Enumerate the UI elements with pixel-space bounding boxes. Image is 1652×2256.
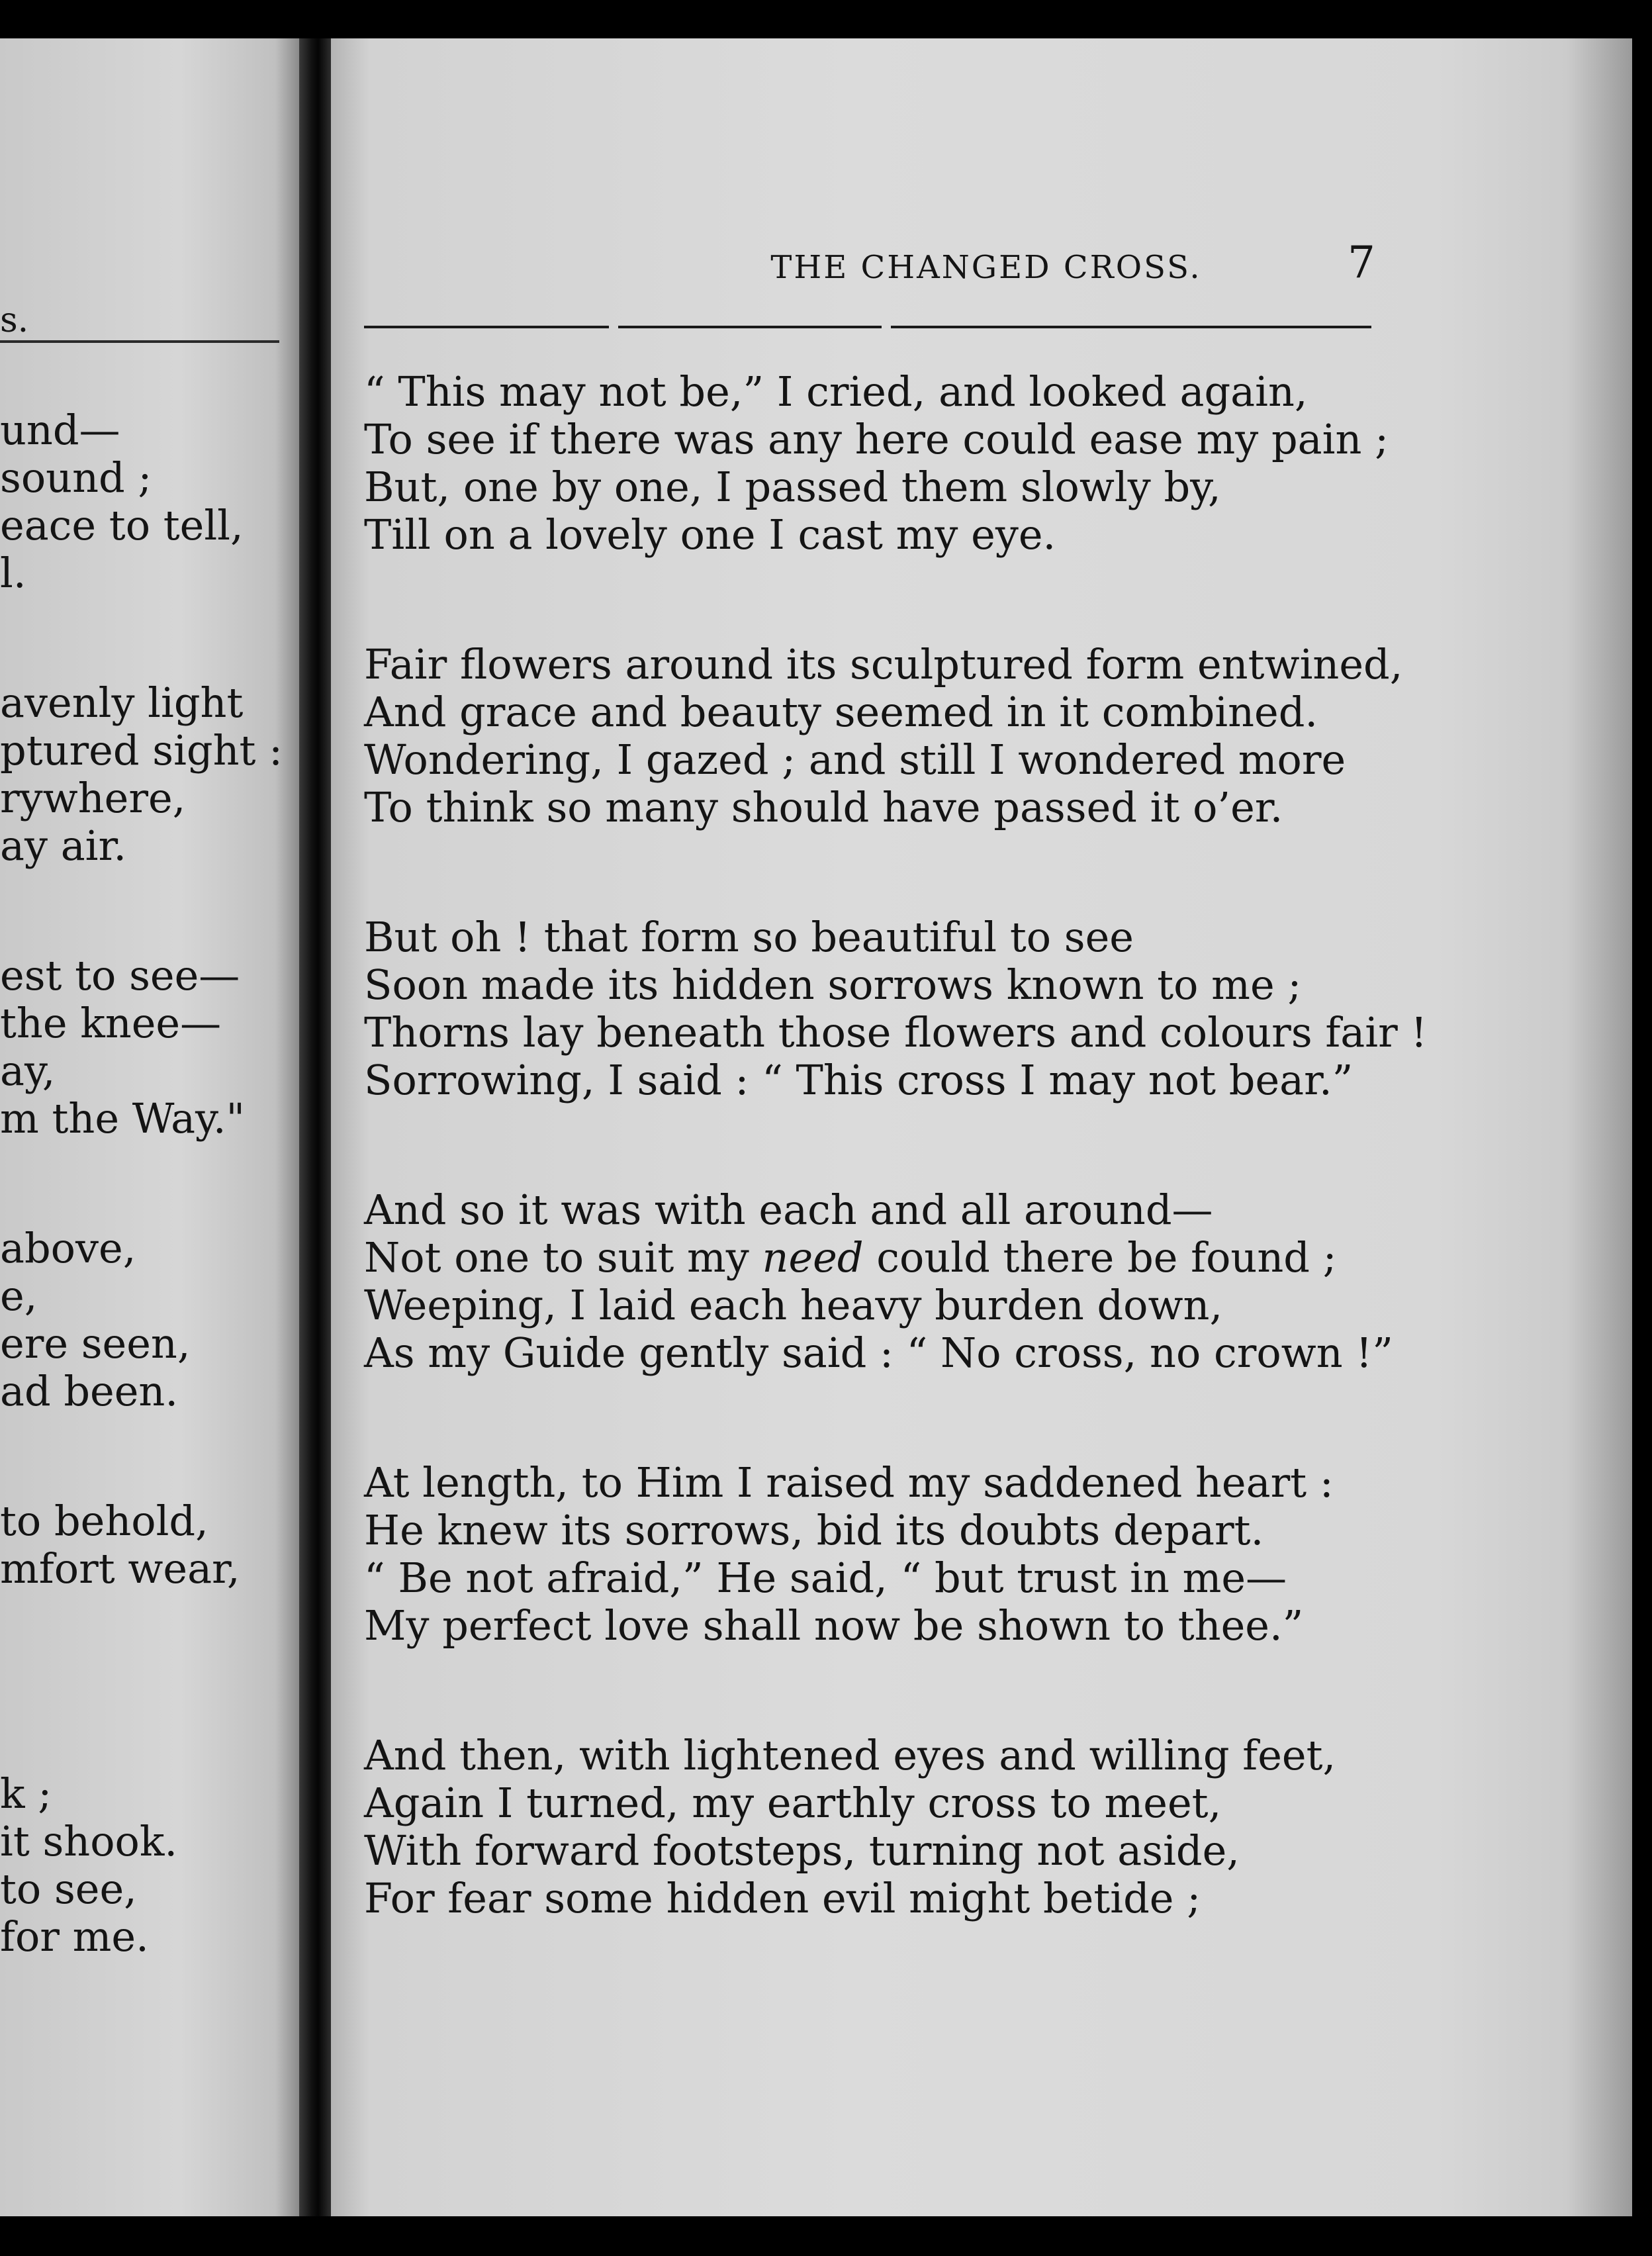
- facing-line: the knee—: [0, 999, 222, 1047]
- facing-line: k ;: [0, 1769, 52, 1818]
- facing-stanza: [0, 952, 245, 1143]
- facing-line: to see,: [0, 1865, 137, 1913]
- verse-line: At length, to Him I raised my saddened heart :: [364, 1458, 1334, 1507]
- stanza-6: [364, 1732, 1336, 1922]
- verse-line: But, one by one, I passed them slowly by,: [364, 463, 1221, 511]
- facing-line: m the Way.": [0, 1094, 246, 1143]
- facing-line: for me.: [0, 1912, 149, 1961]
- page-number: 7: [1348, 237, 1375, 288]
- facing-line: it shook.: [0, 1817, 178, 1865]
- book-gutter: [299, 38, 331, 2216]
- verse-line: “ Be not afraid,” He said, “ but trust in me—: [364, 1554, 1287, 1602]
- facing-stanza: [0, 1225, 191, 1415]
- facing-line: mfort wear,: [0, 1544, 240, 1593]
- facing-page: [0, 38, 299, 2216]
- facing-running-head-fragment: s.: [0, 301, 29, 340]
- emphasized-word: need: [762, 1233, 864, 1282]
- facing-line: und—: [0, 406, 120, 454]
- stanza-5: [364, 1459, 1334, 1650]
- verse-line: Weeping, I laid each heavy burden down,: [364, 1281, 1223, 1329]
- verse-line: As my Guide gently said : “ No cross, no crown !”: [364, 1329, 1393, 1377]
- verse-line: To see if there was any here could ease my pain ;: [364, 415, 1389, 463]
- verse-line: Fair flowers around its sculptured form entwined,: [364, 640, 1403, 688]
- verse-line: And so it was with each and all around—: [364, 1186, 1213, 1234]
- facing-line: l.: [0, 549, 26, 597]
- facing-head-rule: [0, 340, 279, 343]
- facing-line: ptured sight :: [0, 726, 283, 775]
- verse-line: Sorrowing, I said : “ This cross I may not bear.”: [364, 1056, 1354, 1104]
- verse-line: But oh ! that form so beautiful to see: [364, 913, 1134, 961]
- facing-line: e,: [0, 1272, 38, 1320]
- facing-stanza: [0, 679, 283, 870]
- head-rule-segment: [618, 326, 882, 328]
- running-head: THE CHANGED CROSS.: [770, 249, 1202, 286]
- facing-line: ere seen,: [0, 1319, 191, 1368]
- verse-line-end: could there be found ;: [876, 1233, 1337, 1282]
- verse-line: Thorns lay beneath those flowers and colours fair !: [364, 1008, 1428, 1057]
- stanza-2: [364, 641, 1402, 831]
- verse-line: And then, with lightened eyes and willing feet,: [364, 1731, 1336, 1779]
- facing-line: rywhere,: [0, 774, 186, 822]
- facing-stanza: [0, 1770, 177, 1961]
- verse-line: Soon made its hidden sorrows known to me ;: [364, 961, 1302, 1009]
- facing-stanza: [0, 1497, 240, 1593]
- facing-stanza: [0, 406, 244, 597]
- verse-line: Till on a lovely one I cast my eye.: [364, 510, 1056, 559]
- facing-line: ad been.: [0, 1367, 179, 1415]
- facing-line: eace to tell,: [0, 501, 244, 549]
- head-rule-segment: [364, 326, 609, 328]
- stanza-3: [364, 914, 1427, 1104]
- verse-line: He knew its sorrows, bid its doubts depart.: [364, 1506, 1264, 1554]
- verse-line: [364, 1234, 1393, 1282]
- verse-line: Wondering, I gazed ; and still I wondered more: [364, 735, 1346, 784]
- verse-line: To think so many should have passed it o’er.: [364, 783, 1283, 831]
- stanza-4: [364, 1186, 1393, 1377]
- verse-line: “ This may not be,” I cried, and looked again,: [364, 367, 1308, 416]
- verse-line-start: Not one to suit my: [364, 1233, 749, 1282]
- head-rule-segment: [891, 326, 1371, 328]
- verse-line: With forward footsteps, turning not aside,: [364, 1826, 1240, 1875]
- facing-line: above,: [0, 1224, 136, 1272]
- verse-line: Again I turned, my earthly cross to meet,: [364, 1779, 1222, 1827]
- stanza-1: [364, 368, 1389, 559]
- verse-line: For fear some hidden evil might betide ;: [364, 1874, 1201, 1922]
- facing-line: avenly light: [0, 679, 244, 727]
- main-page: [331, 38, 1632, 2216]
- facing-line: ay air.: [0, 822, 127, 870]
- facing-line: est to see—: [0, 951, 240, 1000]
- facing-line: ay,: [0, 1047, 56, 1095]
- facing-line: sound ;: [0, 453, 152, 502]
- verse-line: My perfect love shall now be shown to thee.”: [364, 1601, 1304, 1650]
- facing-line: to behold,: [0, 1497, 208, 1545]
- verse-line: And grace and beauty seemed in it combined.: [364, 688, 1318, 736]
